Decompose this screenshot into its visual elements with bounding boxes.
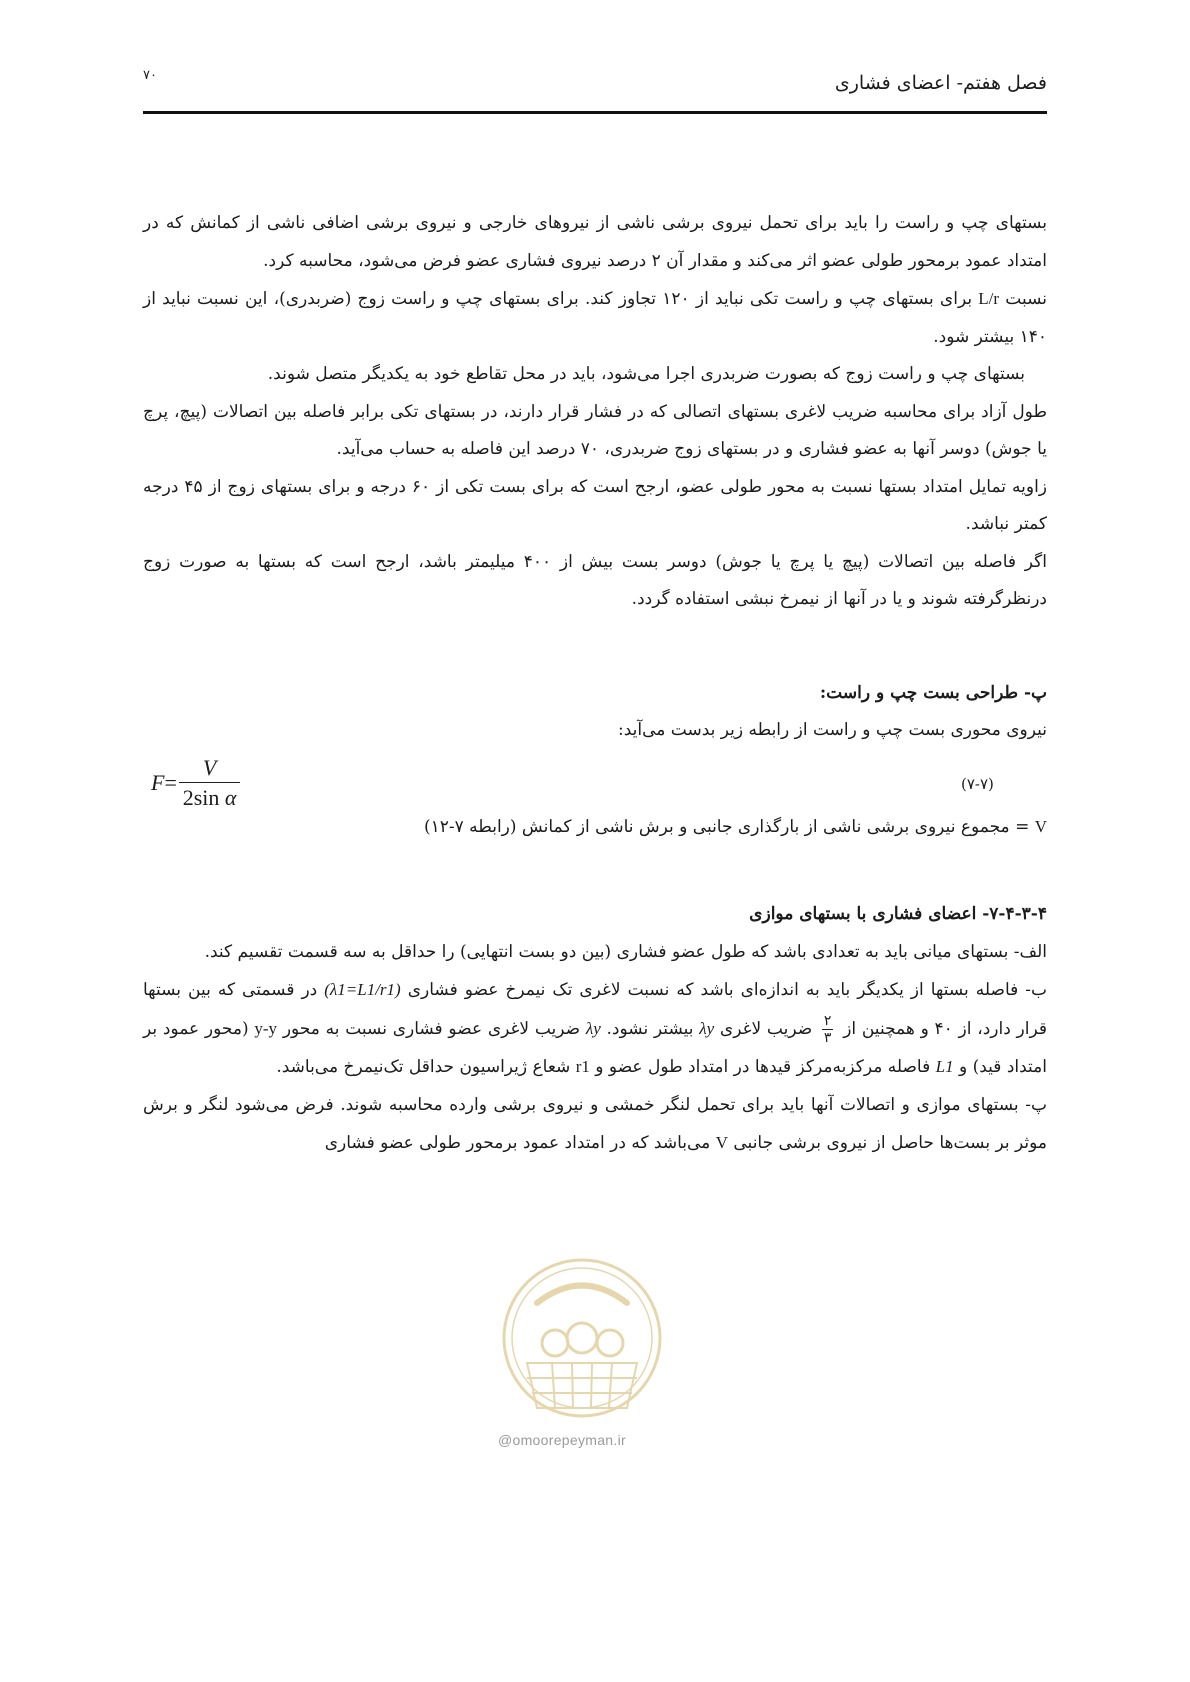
formula-fraction [179, 754, 240, 813]
formula-den-alpha: α [224, 784, 237, 810]
paragraph-angle: زاویه تمایل امتداد بستها نسبت به محور طولی عضو، ارجح است که برای بست تکی از ۶۰ درجه و برای بستهای زوج از ۴۵ درجه کمتر نباشد. [143, 476, 1047, 534]
equation-7-7 [151, 754, 240, 813]
r1-symbol: r1 [575, 1057, 590, 1076]
paragraph-free-length: طول آزاد برای محاسبه ضریب لاغری بستهای اتصالی که در فشار قرار دارند، در بستهای تکی برابر فاصله بین اتصالات (پیچ، پرچ یا جوش) دوسر آنها به عضو فشاری و در بستهای زوج ضربدری، ۷۰ درصد این فاصله به حساب می‌آید. [143, 401, 1047, 459]
lambda-expression: (λ1=L1/r1) [324, 980, 401, 999]
page-number: ۷۰ [143, 68, 157, 83]
watermark-logo [497, 1248, 667, 1448]
formula-equals: = [164, 770, 177, 796]
watermark-url: @omoorepeyman.ir [498, 1432, 626, 1448]
equation-row [143, 750, 1047, 808]
text-run: برای بستهای چپ و راست تکی نباید از ۱۲۰ تجاوز کند. برای بستهای چپ و راست زوج (ضربدری)، این نسبت نباید از ۱۴۰ بیشتر شود. [143, 289, 1047, 347]
page-header-title: فصل هفتم- اعضای فشاری [834, 72, 1047, 94]
text-run: پ- بستهای موازی و اتصالات آنها باید برای تحمل لنگر خمشی و نیروی برشی وارده محاسبه شوند. فرض می‌شود لنگر و برش موثر بر بست‌ها حاصل از نیروی برشی جانبی [143, 1094, 1047, 1153]
paragraph-pe [143, 1087, 1047, 1163]
paragraph-spacing: اگر فاصله بین اتصالات (پیچ یا پرچ یا جوش) دوسر بست بیش از ۴۰۰ میلیمتر باشد، ارجح است که بستها به صورت زوج درنظرگرفته شوند و یا در آنها از نیمرخ نبشی استفاده گردد. [143, 551, 1047, 609]
lambda-y-symbol: λy [585, 1018, 601, 1038]
fraction-numerator: ۲ [823, 1012, 832, 1029]
paragraph-v-definition [143, 808, 1047, 847]
paragraph-cross-connection: بستهای چپ و راست زوج که بصورت ضربدری اجرا می‌شود، باید در محل تقاطع خود به یکدیگر متصل شوند. [267, 364, 1025, 384]
text-run: نسبت [1005, 289, 1048, 309]
paragraph-be [143, 971, 1047, 1087]
text-run: ب- فاصله بستها از یکدیگر باید به اندازه‌ای باشد که نسبت لاغری تک نیمرخ عضو فشاری [407, 980, 1047, 1000]
v-symbol: V [715, 1133, 728, 1152]
equation-number: (۷-۷) [961, 774, 994, 793]
v-symbol: V [1034, 816, 1047, 836]
ratio-symbol: L/r [978, 289, 1000, 308]
paragraph-axial-force-intro: نیروی محوری بست چپ و راست از رابطه زیر بدست می‌آید: [618, 720, 1047, 740]
fraction-denominator: ۳ [823, 1029, 832, 1046]
l1-symbol: L1 [935, 1057, 954, 1076]
two-thirds-fraction [822, 1013, 834, 1046]
text-run: ضریب لاغری عضو فشاری نسبت به محور [282, 1018, 581, 1039]
paragraph-brace-shear: بستهای چپ و راست را باید برای تحمل نیروی برشی ناشی از نیروهای خارجی و نیروی برشی اضافی ناشی از کمانش که در امتداد عمود برمحور طولی عضو اثر می‌کند و مقدار آن ۲ درصد نیروی فشاری عضو فرض می‌شود، محاسبه کرد. [143, 213, 1047, 271]
axis-label: y-y [254, 1018, 278, 1038]
text-run: شعاع ژیراسیون حداقل تک‌نیمرخ می‌باشد. [276, 1057, 571, 1077]
text-run: ضریب لاغری [719, 1018, 813, 1039]
text-run: (محور عمود بر امتداد قید) و [143, 1018, 1047, 1077]
formula-den-sin: 2sin [182, 784, 220, 810]
header-divider [143, 111, 1047, 114]
formula-lhs: F [151, 770, 165, 796]
formula-denominator [183, 783, 237, 813]
page-body [143, 205, 1047, 1163]
section-heading-lacing-design: پ- طراحی بست چپ و راست: [819, 682, 1047, 703]
lambda-y-symbol: λy [699, 1018, 715, 1038]
section-heading-battened-members: ۷-۴-۳-۴- اعضای فشاری با بستهای موازی [749, 904, 1047, 924]
text-run: می‌باشد که در امتداد عمود برمحور طولی عضو فشاری [324, 1133, 711, 1153]
text-run: = مجموع نیروی برشی ناشی از بارگذاری جانبی و برش ناشی از کمانش (رابطه ۷-۱۲) [423, 816, 1030, 837]
formula-numerator: V [179, 754, 240, 783]
text-run: بیشتر نشود. [606, 1018, 694, 1039]
text-run: فاصله مرکزبه‌مرکز قیدها در امتداد طول عضو و [595, 1057, 931, 1077]
paragraph-alef: الف- بستهای میانی باید به تعدادی باشد که طول عضو فشاری (بین دو بست انتهایی) را حداقل به سه قسمت تقسیم کند. [204, 941, 1047, 962]
text-run: در قسمتی که بین بستها قرار دارد، از ۴۰ و همچنین از [143, 980, 1047, 1039]
paragraph-slenderness-limit [143, 280, 1047, 356]
